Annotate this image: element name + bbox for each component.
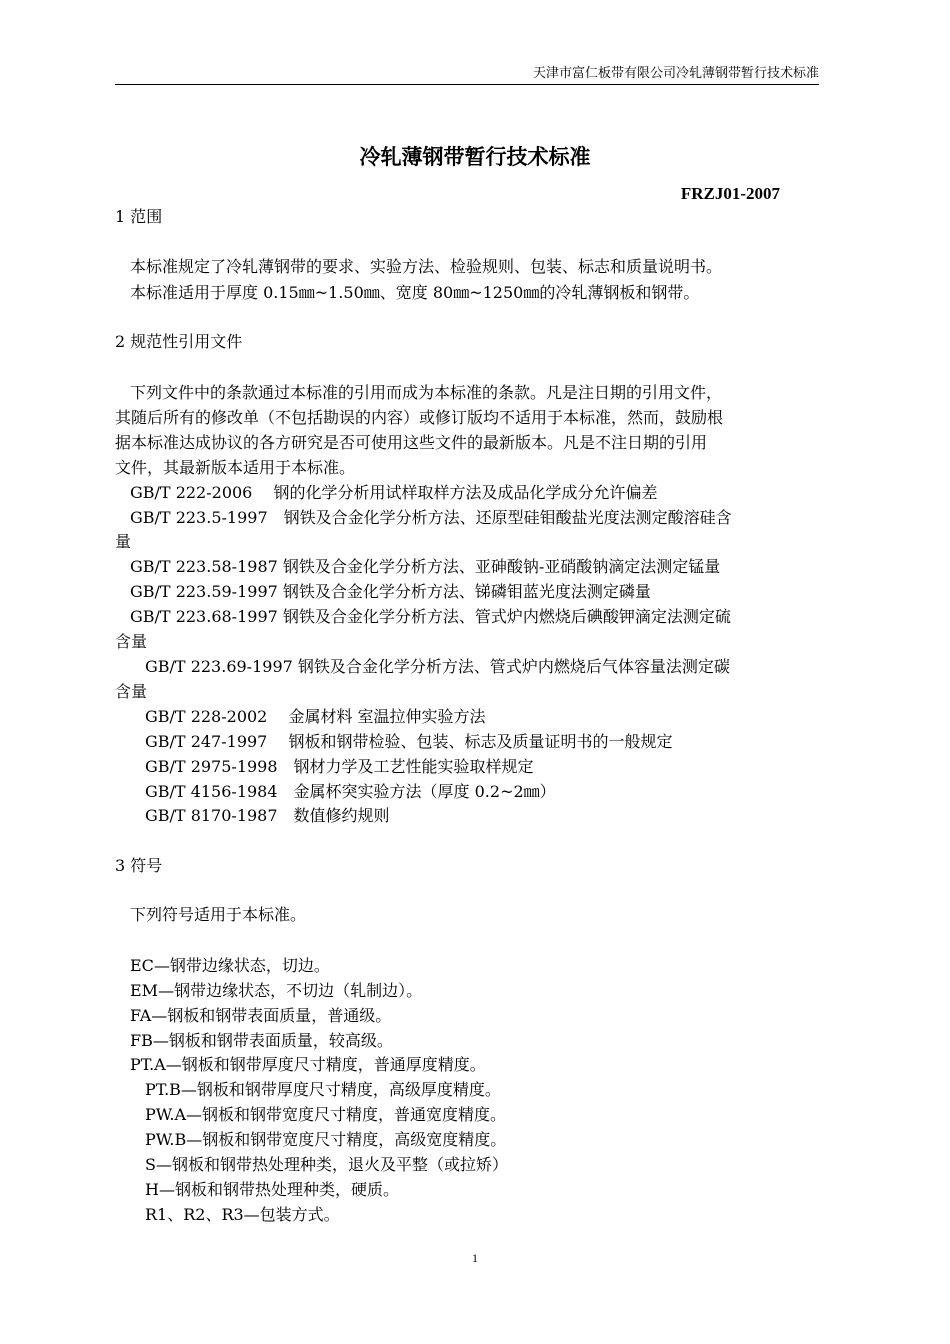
paragraph-line: 文件，其最新版本适用于本标准。 (115, 458, 356, 477)
paragraph-line: 下列文件中的条款通过本标准的引用而成为本标准的条款。凡是注日期的引用文件， (130, 383, 723, 402)
symbol-item: PT.B—钢板和钢带厚度尺寸精度，高级厚度精度。 (145, 1080, 501, 1099)
reference-item: GB/T 223.59-1997 钢铁及合金化学分析方法、锑磷钼蓝光度法测定磷量 (130, 582, 651, 601)
reference-item-continuation: 量 (115, 532, 132, 551)
reference-item-continuation: 含量 (115, 632, 148, 651)
reference-item: GB/T 223.68-1997 钢铁及合金化学分析方法、管式炉内燃烧后碘酸钾滴定法测定硫 (130, 607, 731, 626)
section-heading-symbols: 3 符号 (115, 856, 163, 875)
paragraph-line: 下列符号适用于本标准。 (130, 905, 307, 924)
reference-item: GB/T 8170-1987 数值修约规则 (145, 806, 390, 825)
symbol-item: FA—钢板和钢带表面质量，普通级。 (130, 1006, 392, 1025)
symbol-item: EC—钢带边缘状态，切边。 (130, 956, 330, 975)
reference-item: GB/T 2975-1998 钢材力学及工艺性能实验取样规定 (145, 757, 534, 776)
reference-item: GB/T 223.5-1997 钢铁及合金化学分析方法、还原型硅钼酸盐光度法测定酸溶硅含 (130, 508, 732, 527)
section-heading-references: 2 规范性引用文件 (115, 332, 243, 351)
paragraph-line: 本标准适用于厚度 0.15㎜~1.50㎜、宽度 80㎜~1250㎜的冷轧薄钢板和钢带。 (130, 283, 700, 302)
reference-item: GB/T 247-1997 钢板和钢带检验、包装、标志及质量证明书的一般规定 (145, 732, 673, 751)
reference-item: GB/T 228-2002 金属材料 室温拉伸实验方法 (145, 707, 486, 726)
page-number: 1 (472, 1251, 478, 1265)
header-rule (115, 84, 819, 85)
running-header: 天津市富仁板带有限公司冷轧薄钢带暂行技术标准 (532, 66, 819, 81)
document-code: FRZJ01-2007 (680, 184, 780, 203)
reference-item: GB/T 4156-1984 金属杯突实验方法（厚度 0.2~2㎜） (145, 782, 556, 801)
symbol-item: S—钢板和钢带热处理种类，退火及平整（或拉矫） (145, 1155, 508, 1174)
reference-item-continuation: 含量 (115, 682, 148, 701)
paragraph-line: 据本标准达成协议的各方研究是否可使用这些文件的最新版本。凡是不注日期的引用 (115, 433, 708, 452)
symbol-item: PW.B—钢板和钢带宽度尺寸精度，高级宽度精度。 (145, 1130, 507, 1149)
symbol-item: H—钢板和钢带热处理种类，硬质。 (145, 1180, 399, 1199)
document-title: 冷轧薄钢带暂行技术标准 (359, 145, 591, 169)
paragraph-line: 其随后所有的修改单（不包括勘误的内容）或修订版均不适用于本标准，然而，鼓励根 (115, 408, 724, 427)
symbol-item: PT.A—钢板和钢带厚度尺寸精度，普通厚度精度。 (130, 1055, 486, 1074)
symbol-item: EM—钢带边缘状态，不切边（轧制边）。 (130, 981, 423, 1000)
section-heading-scope: 1 范围 (115, 207, 163, 226)
reference-item: GB/T 222-2006 钢的化学分析用试样取样方法及成品化学成分允许偏差 (130, 483, 658, 502)
symbol-item: R1、R2、R3—包装方式。 (145, 1205, 340, 1224)
paragraph-line: 本标准规定了冷轧薄钢带的要求、实验方法、检验规则、包装、标志和质量说明书。 (130, 257, 723, 276)
reference-item: GB/T 223.69-1997 钢铁及合金化学分析方法、管式炉内燃烧后气体容量法测定碳 (145, 657, 730, 676)
reference-item: GB/T 223.58-1987 钢铁及合金化学分析方法、亚砷酸钠-亚硝酸钠滴定法测定锰量 (130, 557, 721, 576)
symbol-item: FB—钢板和钢带表面质量，较高级。 (130, 1031, 393, 1050)
symbol-item: PW.A—钢板和钢带宽度尺寸精度，普通宽度精度。 (145, 1105, 507, 1124)
